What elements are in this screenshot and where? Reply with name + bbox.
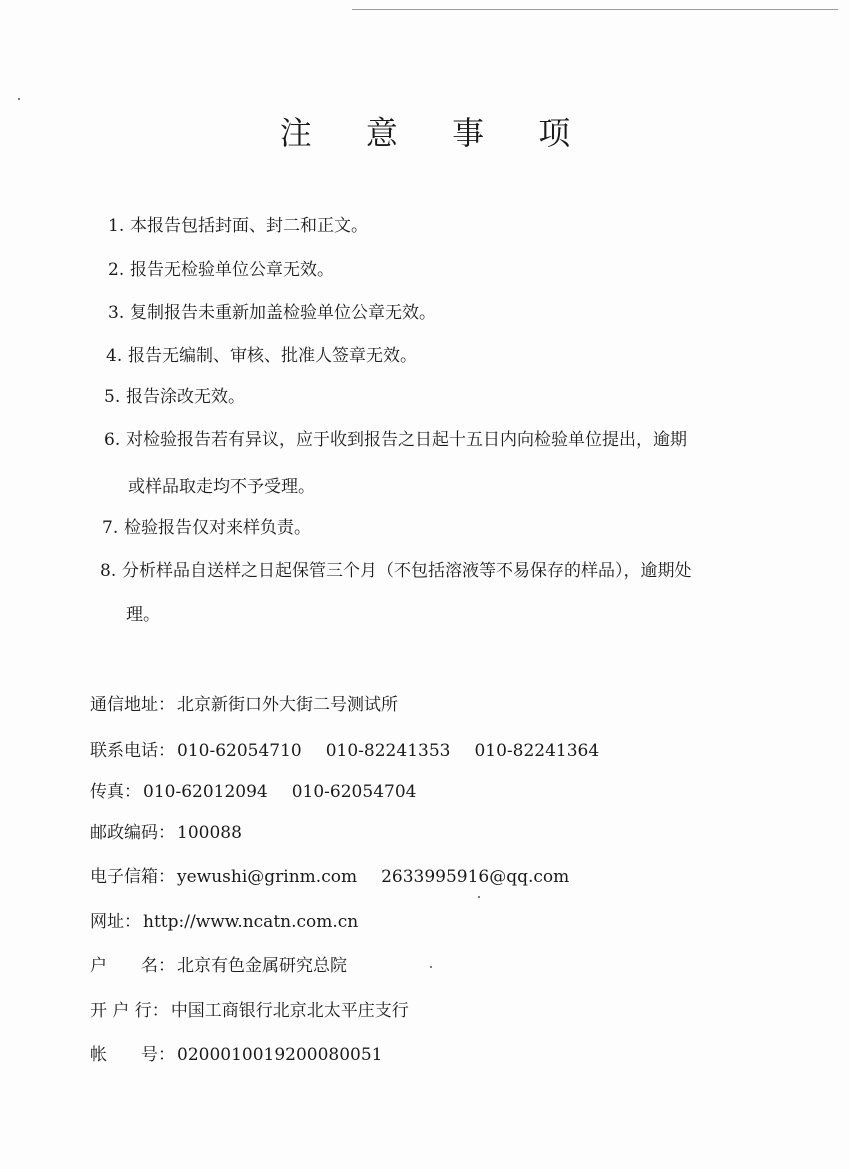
address-value: 北京新街口外大街二号测试所 <box>177 695 398 715</box>
account-name-line <box>90 955 347 977</box>
fax-value: 010-62054704 <box>291 782 417 802</box>
address-label: 通信地址： <box>90 695 175 715</box>
notice-item-5 <box>104 386 245 408</box>
notice-number: 2. <box>108 260 125 280</box>
notice-number: 5. <box>104 387 121 407</box>
phone-label: 联系电话： <box>90 741 175 761</box>
postcode-value: 100088 <box>177 823 242 843</box>
email-line <box>90 866 569 888</box>
account-name-value: 北京有色金属研究总院 <box>177 956 347 976</box>
account-name-label: 户 名： <box>90 956 175 976</box>
notice-item-8-continuation: 理。 <box>126 605 160 625</box>
address-line <box>90 694 398 716</box>
notice-item-2 <box>108 259 334 281</box>
notice-text: 报告无检验单位公章无效。 <box>130 260 334 280</box>
phone-value: 010-82241364 <box>474 741 600 761</box>
email-label: 电子信箱： <box>90 867 175 887</box>
notice-item-7 <box>102 517 311 539</box>
notice-number: 1. <box>108 216 125 236</box>
notice-text: 复制报告未重新加盖检验单位公章无效。 <box>130 303 436 323</box>
fax-label: 传真： <box>90 782 141 802</box>
scan-edge-line <box>352 9 838 10</box>
postcode-label: 邮政编码： <box>90 823 175 843</box>
website-label: 网址： <box>90 912 141 932</box>
account-number-line <box>90 1044 383 1066</box>
scan-speck <box>478 896 480 898</box>
fax-line <box>90 781 416 803</box>
phone-line <box>90 740 599 762</box>
notice-text: 分析样品自送样之日起保管三个月（不包括溶液等不易保存的样品），逾期处 <box>122 561 692 581</box>
notice-text: 对检验报告若有异议，应于收到报告之日起十五日内向检验单位提出，逾期 <box>126 430 687 450</box>
bank-line <box>90 1000 409 1022</box>
postcode-line <box>90 822 242 844</box>
notice-text: 报告涂改无效。 <box>126 387 245 407</box>
scan-speck <box>430 966 432 968</box>
fax-value: 010-62012094 <box>143 782 268 802</box>
email-value[interactable]: 2633995916@qq.com <box>381 867 570 887</box>
notice-item-4 <box>106 345 417 367</box>
notice-text: 本报告包括封面、封二和正文。 <box>130 216 368 236</box>
notice-number: 4. <box>106 346 123 366</box>
phone-value: 010-62054710 <box>177 741 302 761</box>
notice-item-6 <box>104 429 687 451</box>
bank-label: 开 户 行： <box>90 1001 169 1021</box>
bank-value: 中国工商银行北京北太平庄支行 <box>170 1001 409 1021</box>
notice-item-8 <box>100 560 692 582</box>
phone-value: 010-82241353 <box>325 741 451 761</box>
account-number-label: 帐 号： <box>90 1045 175 1065</box>
notice-text: 检验报告仅对来样负责。 <box>124 518 311 538</box>
website-link[interactable]: http://www.ncatn.com.cn <box>143 912 359 932</box>
page-title: 注 意 事 项 <box>279 114 593 152</box>
website-line <box>90 911 358 933</box>
notice-item-3 <box>108 302 436 324</box>
email-value[interactable]: yewushi@grinm.com <box>177 867 358 887</box>
notice-number: 8. <box>100 561 117 581</box>
account-number-value: 0200010019200080051 <box>177 1045 383 1065</box>
notice-number: 3. <box>108 303 125 323</box>
notice-number: 6. <box>104 430 121 450</box>
notice-item-6-continuation: 或样品取走均不予受理。 <box>128 477 315 497</box>
notice-number: 7. <box>102 518 119 538</box>
notice-item-1 <box>108 215 368 237</box>
scan-speck <box>18 98 20 100</box>
notice-text: 报告无编制、审核、批准人签章无效。 <box>128 346 417 366</box>
